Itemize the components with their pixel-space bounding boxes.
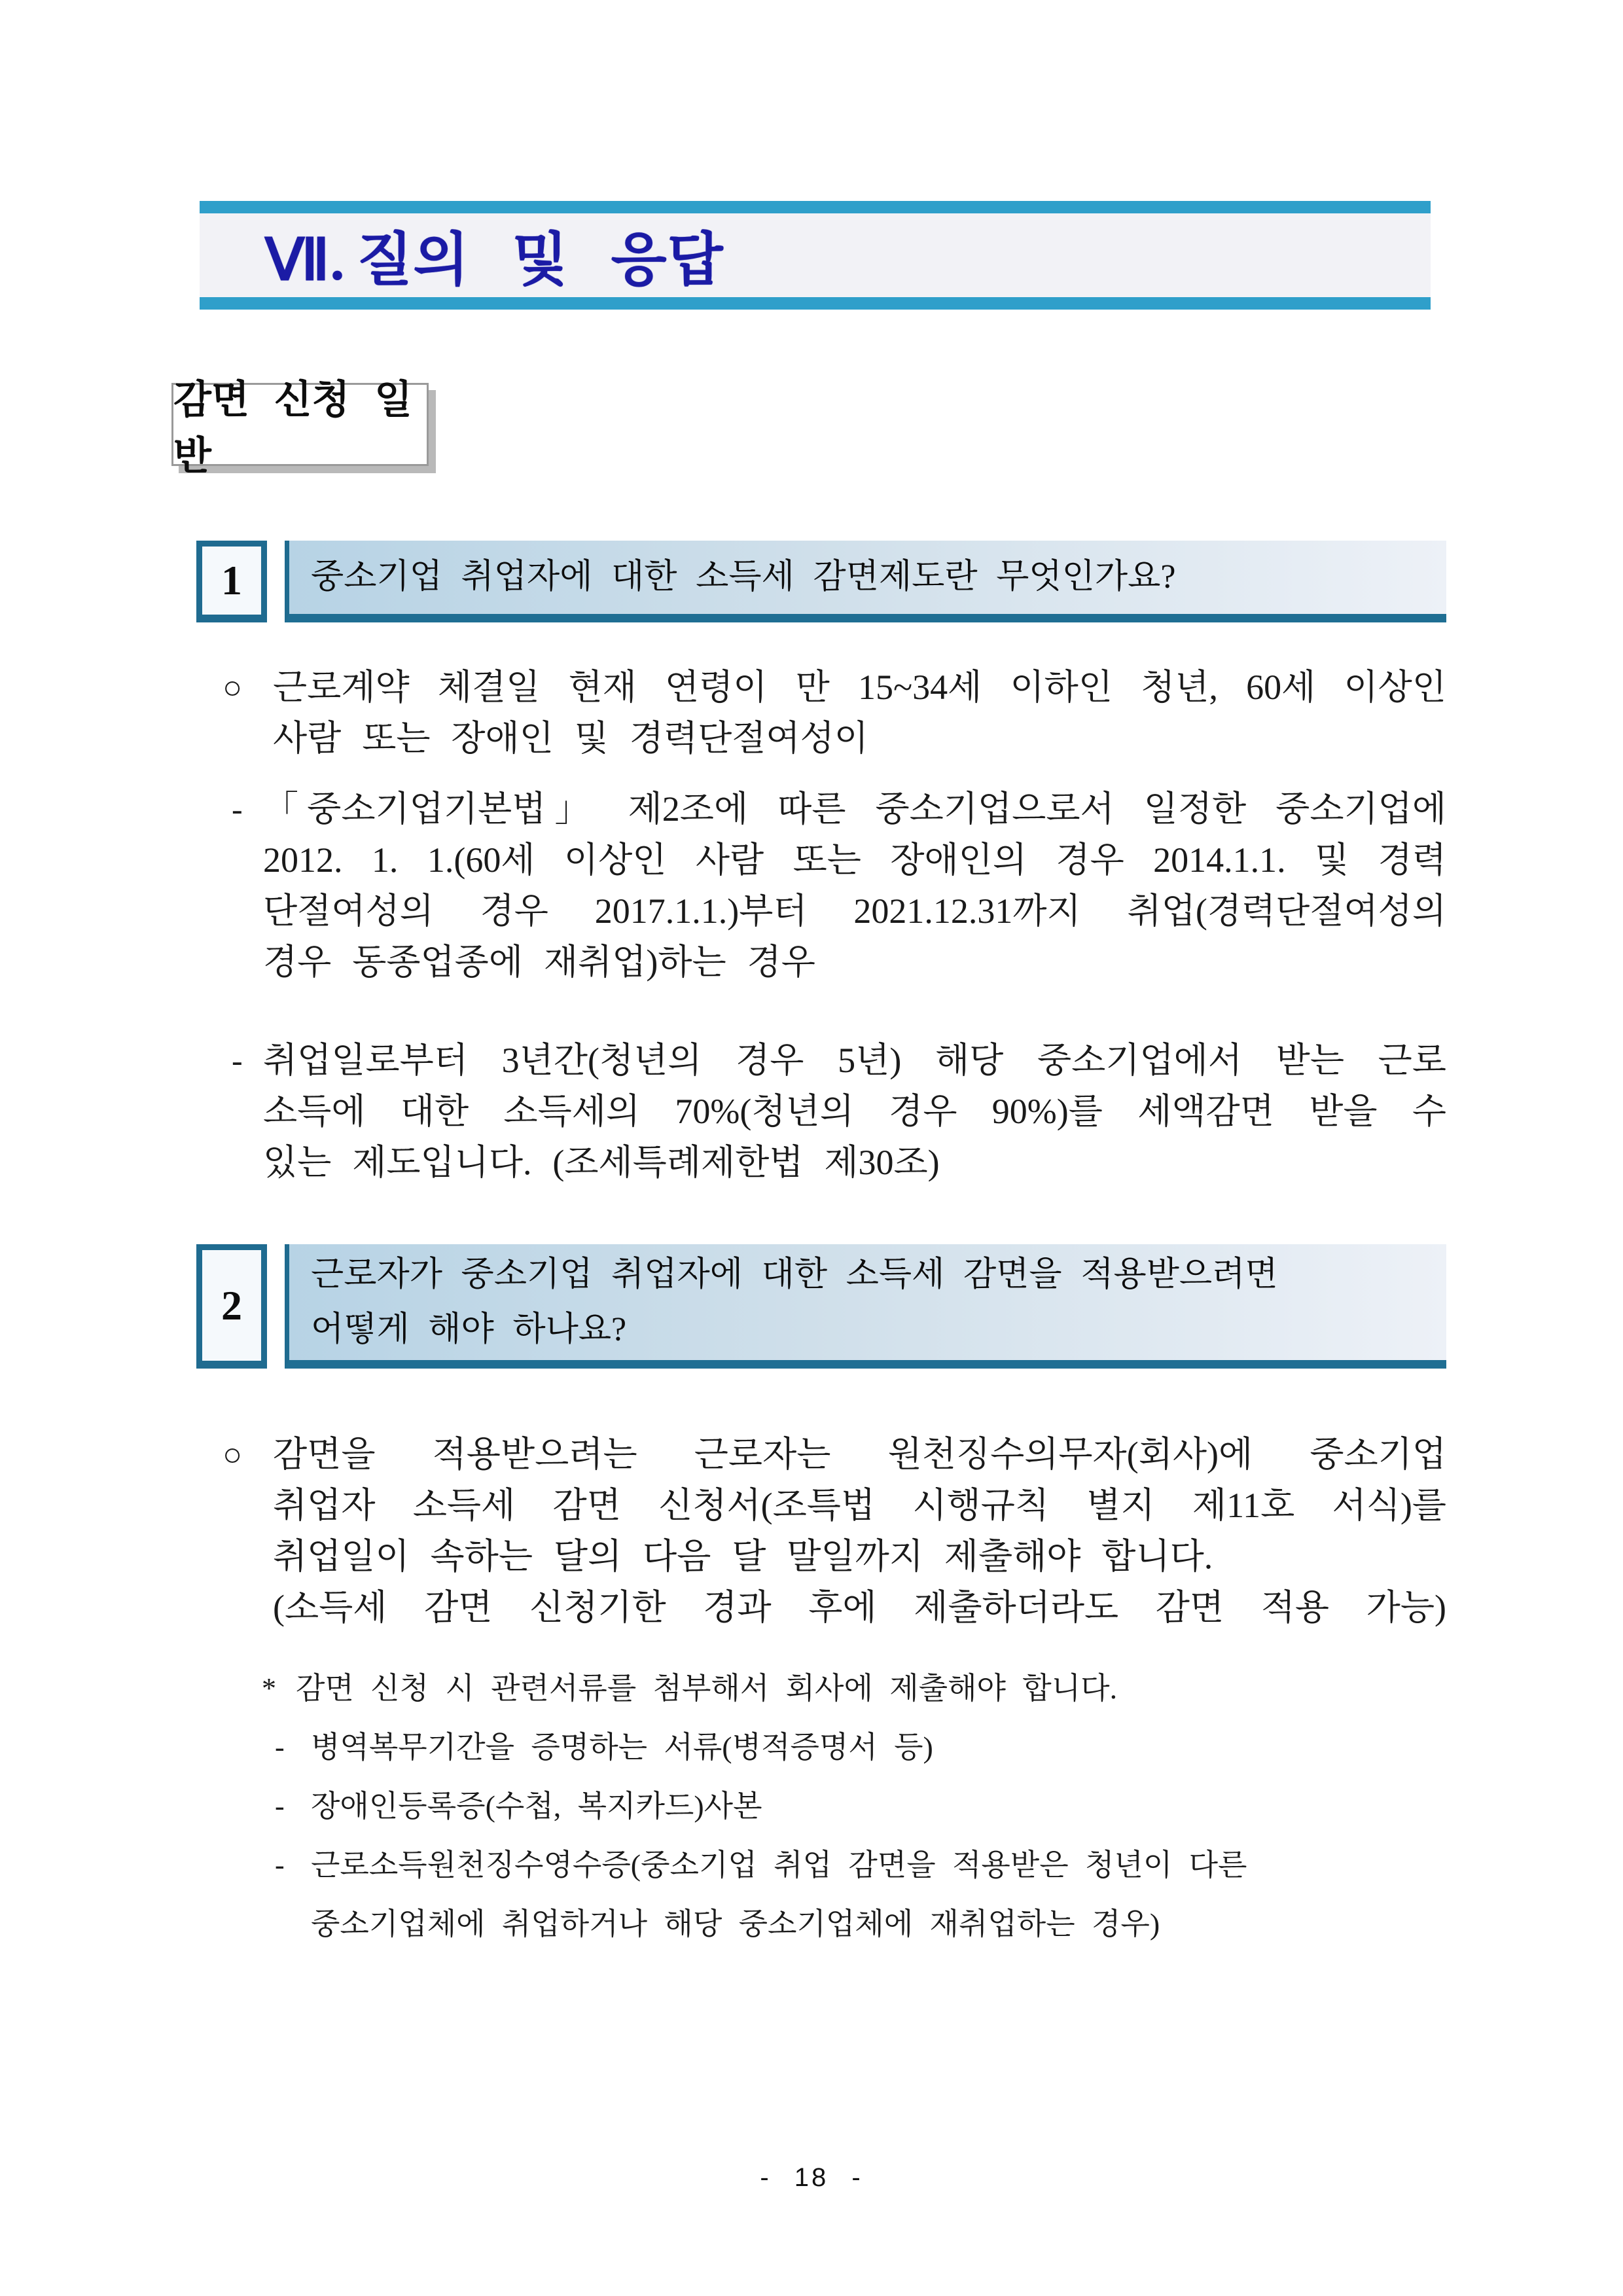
paragraph-lines — [263, 1035, 1446, 1188]
chapter-title — [265, 214, 724, 296]
band-bottom-bar — [200, 297, 1431, 310]
circle-bullet: ○ — [223, 1436, 243, 1473]
question-2-row — [196, 1244, 1446, 1369]
note-item-lines — [311, 1718, 933, 1777]
dash-bullet: - — [275, 1731, 285, 1763]
answer-line: 소득에 대한 소득세의 70%(청년의 경우 90%)를 세액감면 받을 수 — [263, 1092, 1446, 1131]
note-line: 근로소득원천징수영수증(중소기업 취업 감면을 적용받은 청년이 다른 — [311, 1848, 1247, 1882]
band-top-bar — [200, 201, 1431, 213]
circle-bullet: ○ — [223, 669, 243, 706]
chapter-number: Ⅶ. — [265, 229, 346, 293]
note-line: 장애인등록증(수첩, 복지카드)사본 — [311, 1789, 762, 1823]
question-1-number-box — [196, 541, 267, 622]
answer-paragraph — [223, 783, 1446, 988]
dash-bullet: - — [232, 791, 243, 827]
answer-block-2 — [0, 1429, 1623, 1633]
answer-line: 취업자 소득세 감면 신청서(조특법 시행규칙 별지 제11호 서식)를 — [273, 1486, 1446, 1525]
page-number: - 18 - — [760, 2163, 863, 2192]
chapter-title-band — [200, 201, 1431, 310]
answer-line: 경우 동종업종에 재취업)하는 경우 — [263, 942, 815, 982]
answer-block-1 — [0, 662, 1623, 1188]
answer-line: 있는 제도입니다. (조세특례제한법 제30조) — [263, 1143, 940, 1182]
note-heading-text: 감면 신청 시 관련서류를 첨부해서 회사에 제출해야 합니다. — [296, 1672, 1118, 1705]
answer-paragraph — [223, 1035, 1446, 1188]
question-number: 1 — [221, 557, 242, 603]
section-label-box — [171, 377, 429, 478]
answer-line: 사람 또는 장애인 및 경력단절여성이 — [273, 719, 868, 758]
answer-paragraph — [223, 662, 1446, 764]
answer-line: 단절여성의 경우 2017.1.1.)부터 2021.12.31까지 취업(경력단절여성의 — [263, 891, 1446, 931]
answer-paragraph — [223, 1429, 1446, 1633]
paragraph-lines — [273, 1429, 1446, 1633]
note-line: 중소기업체에 취업하거나 해당 중소기업체에 재취업하는 경우) — [311, 1907, 1160, 1941]
answer-line: 취업일이 속하는 달의 다음 달 말일까지 제출해야 합니다. — [273, 1537, 1213, 1576]
answer-line: 근로계약 체결일 현재 연령이 만 15~34세 이하인 청년, 60세 이상인 — [273, 668, 1446, 707]
answer-line: 「중소기업기본법」 제2조에 따른 중소기업으로서 일정한 중소기업에 — [263, 789, 1446, 829]
note-line: 병역복무기간을 증명하는 서류(병적증명서 등) — [311, 1731, 933, 1764]
answer-line: 감면을 적용받으려는 근로자는 원천징수의무자(회사)에 중소기업 — [273, 1435, 1446, 1474]
notes-block — [0, 1633, 1623, 1954]
question-2-number-box — [196, 1244, 267, 1369]
question-text: 중소기업 취업자에 대한 소득세 감면제도란 무엇인가요? — [311, 558, 1176, 596]
note-item-lines — [311, 1836, 1247, 1954]
note-heading — [262, 1659, 1446, 1718]
chapter-title-text: 질의 및 응답 — [357, 227, 724, 292]
section-label: 감면 신청 일반 — [173, 377, 413, 478]
answer-line: 2012. 1. 1.(60세 이상인 사람 또는 장애인의 경우 2014.1.1. 및 경력 — [263, 840, 1446, 880]
paragraph-lines — [263, 783, 1446, 988]
band-body — [200, 213, 1431, 297]
note-item-lines — [311, 1777, 762, 1836]
paragraph-lines — [273, 662, 1446, 764]
asterisk-bullet: * — [262, 1672, 276, 1704]
dash-bullet: - — [275, 1790, 285, 1822]
question-text: 어떻게 해야 하나요? — [311, 1310, 627, 1348]
question-1-panel — [285, 541, 1446, 622]
answer-line: 취업일로부터 3년간(청년의 경우 5년) 해당 중소기업에서 받는 근로 — [263, 1041, 1446, 1080]
note-item — [275, 1836, 1446, 1954]
dash-bullet: - — [232, 1042, 243, 1079]
question-number: 2 — [221, 1282, 242, 1329]
question-1-row — [196, 541, 1446, 622]
note-item — [275, 1718, 1446, 1777]
answer-line: (소득세 감면 신청기한 경과 후에 제출하더라도 감면 적용 가능) — [273, 1588, 1446, 1627]
question-2-panel — [285, 1244, 1446, 1369]
note-item — [275, 1777, 1446, 1836]
question-text: 근로자가 중소기업 취업자에 대한 소득세 감면을 적용받으려면 — [311, 1255, 1278, 1293]
dash-bullet: - — [275, 1849, 285, 1881]
